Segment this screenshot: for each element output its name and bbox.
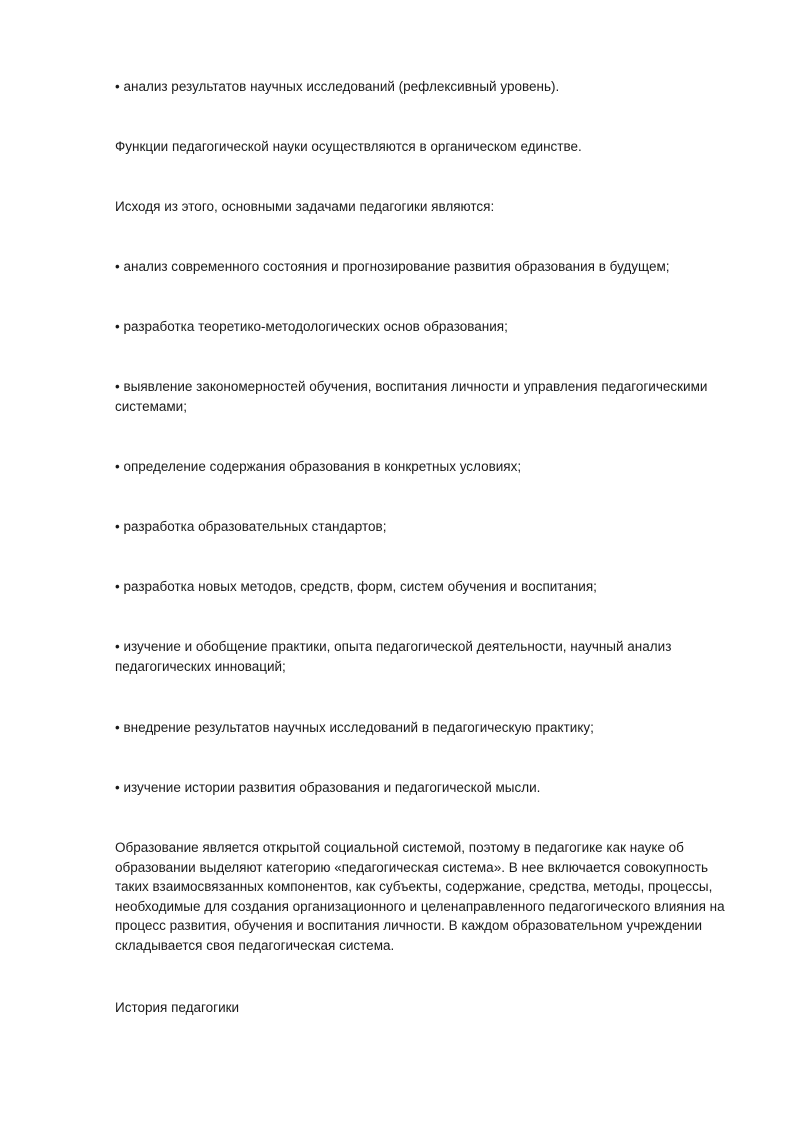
paragraph-pedagogical-system: Образование является открытой социальной системой, поэтому в педагогике как науке об образовании выделяют категорию «педагогическая система». В нее включается совокупность таких взаимосвязанных компонентов, как субъекты, содержание, средства, методы, процессы, необходимые для создания организационного и целенаправленного педагогического влияния на процесс развития, обучения и воспитания личности. В каждом образовательном учреждении складывается своя педагогическая система. <box>115 840 725 953</box>
paragraph-bullet-standards: • разработка образовательных стандартов; <box>115 519 387 534</box>
paragraph-tasks-intro: Исходя из этого, основными задачами педагогики являются: <box>115 199 495 214</box>
paragraph-bullet-content-definition: • определение содержания образования в конкретных условиях; <box>115 459 522 474</box>
paragraph-bullet-practice-study: • изучение и обобщение практики, опыта педагогической деятельности, научный анализ педагогических инноваций; <box>115 639 672 674</box>
paragraph-bullet-regularities: • выявление закономерностей обучения, воспитания личности и управления педагогическими системами; <box>115 379 708 414</box>
section-heading-history: История педагогики <box>115 1000 240 1015</box>
paragraph-bullet-analysis-results: • анализ результатов научных исследований (рефлексивный уровень). <box>115 79 560 94</box>
paragraph-bullet-theory-foundations: • разработка теоретико-методологических основ образования; <box>115 319 508 334</box>
paragraph-bullet-implementation: • внедрение результатов научных исследований в педагогическую практику; <box>115 720 594 735</box>
paragraph-bullet-history-study: • изучение истории развития образования и педагогической мысли. <box>115 780 541 795</box>
paragraph-functions-unity: Функции педагогической науки осуществляются в органическом единстве. <box>115 139 582 154</box>
paragraph-bullet-forecasting: • анализ современного состояния и прогнозирование развития образования в будущем; <box>115 259 670 274</box>
paragraph-bullet-new-methods: • разработка новых методов, средств, форм, систем обучения и воспитания; <box>115 579 597 594</box>
